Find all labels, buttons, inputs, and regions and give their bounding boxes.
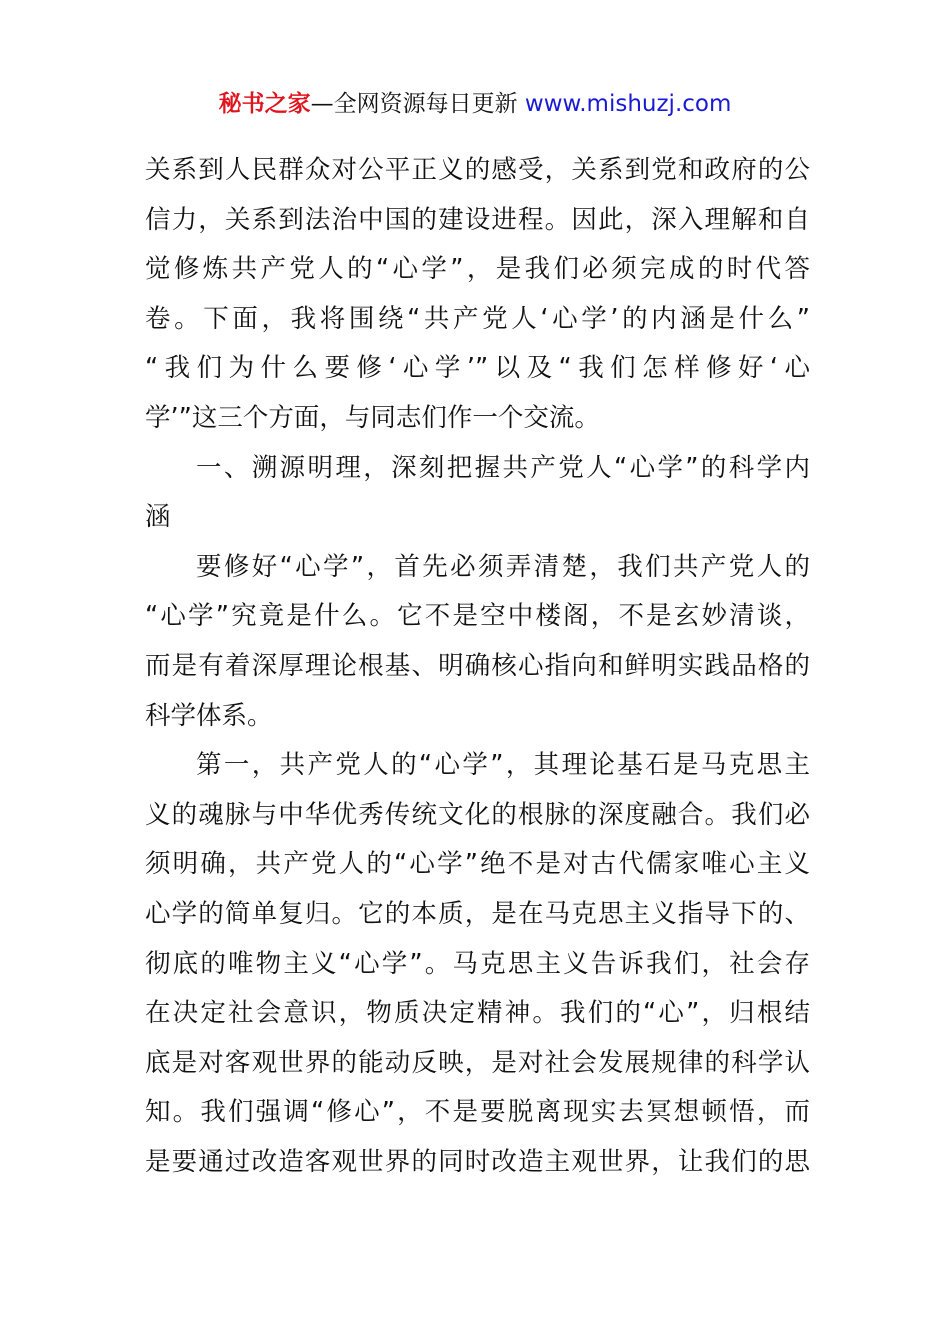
text-line: 第一，共产党人的“心学”，其理论基石是马克思主 bbox=[196, 750, 810, 781]
text-line: 知。我们强调“修心”，不是要脱离现实去冥想顿悟，而 bbox=[145, 1097, 810, 1128]
brand-name: 秘书之家 bbox=[218, 91, 311, 117]
text-line: 而是有着深厚理论根基、明确核心指向和鲜明实践品格的 bbox=[145, 650, 810, 681]
section-heading-line: 涵 bbox=[145, 502, 171, 533]
document-body bbox=[145, 146, 810, 1187]
site-url-link[interactable]: www.mishuzj.com bbox=[524, 91, 732, 117]
text-line: 关系到人民群众对公平正义的感受，关系到党和政府的公 bbox=[145, 155, 810, 185]
text-line: 心学的简单复归。它的本质，是在马克思主义指导下的、 bbox=[145, 898, 810, 929]
text-line: 须明确，共产党人的“心学”绝不是对古代儒家唯心主义 bbox=[145, 849, 810, 880]
page-header bbox=[0, 86, 950, 122]
header-tagline: —全网资源每日更新 bbox=[310, 91, 518, 117]
text-line: 底是对客观世界的能动反映，是对社会发展规律的科学认 bbox=[145, 1047, 810, 1078]
section-heading-line: 一、溯源明理，深刻把握共产党人“心学”的科学内 bbox=[196, 452, 810, 483]
text-line: 信力，关系到法治中国的建设进程。因此，深入理解和自 bbox=[145, 204, 810, 235]
text-line: 是要通过改造客观世界的同时改造主观世界，让我们的思 bbox=[145, 1146, 810, 1177]
text-line: 义的魂脉与中华优秀传统文化的根脉的深度融合。我们必 bbox=[145, 799, 810, 830]
text-line: 要修好“心学”，首先必须弄清楚，我们共产党人的 bbox=[196, 551, 810, 582]
text-line: 卷。下面，我将围绕“共产党人‘心学’的内涵是什么” bbox=[145, 303, 810, 334]
text-line: “心学”究竟是什么。它不是空中楼阁，不是玄妙清谈， bbox=[145, 601, 810, 632]
text-line: 在决定社会意识，物质决定精神。我们的“心”，归根结 bbox=[145, 998, 810, 1029]
text-line: “我们为什么要修‘心学’”以及“我们怎样修好‘心 bbox=[145, 353, 810, 384]
text-line: 科学体系。 bbox=[145, 700, 273, 731]
text-line: 彻底的唯物主义“心学”。马克思主义告诉我们，社会存 bbox=[145, 948, 810, 979]
text-line: 觉修炼共产党人的“心学”，是我们必须完成的时代答 bbox=[145, 254, 810, 285]
text-line: 学’”这三个方面，与同志们作一个交流。 bbox=[145, 402, 600, 433]
